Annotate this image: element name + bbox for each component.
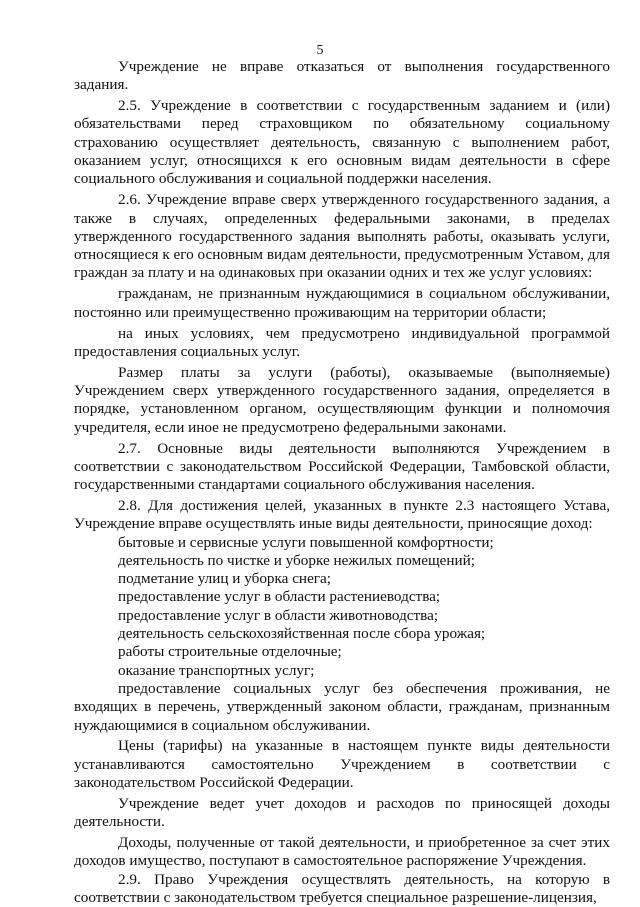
paragraph-2-8: 2.8. Для достижения целей, указанных в пункте 2.3 настоящего Устава, Учреждение вправе осуществлять иные виды деятельности, приносящие доход: bbox=[74, 496, 610, 533]
paragraph-2-6: 2.6. Учреждение вправе сверх утвержденного государственного задания, а также в случаях, определенных федеральными законами, в пределах утвержденного государственного задания выполнять работы, оказывать услуги, относящиеся к его основным видам деятельности, предусмотренным Уставом, для граждан за плату и на одинаковых при оказании одних и тех же услуг условиях: bbox=[74, 191, 610, 282]
paragraph-2-6-other-conditions: на иных условиях, чем предусмотрено индивидуальной программой предоставления социальных услуг. bbox=[74, 324, 610, 360]
paragraph-refusal-prohibition: Учреждение не вправе отказаться от выполнения государственного задания. bbox=[74, 58, 610, 94]
paragraph-prices: Цены (тарифы) на указанные в настоящем пункте виды деятельности устанавливаются самостоятельно Учреждением в соответствии с законодательством Российской Федерации. bbox=[74, 737, 610, 792]
list-item-post-harvest: деятельность сельскохозяйственная после сбора урожая; bbox=[118, 625, 486, 643]
paragraph-2-9: 2.9. Право Учреждения осуществлять деятельность, на которую в соответствии с законодательством требуется специальное разрешение-лицензия, bbox=[74, 870, 610, 906]
paragraph-fee-amount: Размер платы за услуги (работы), оказываемые (выполняемые) Учреждением сверх утвержденного государственного задания, определяется в порядке, установленном органом, осуществляющим функции и полномочия учредителя, если иное не предусмотрено федеральными законами. bbox=[74, 363, 610, 436]
list-item-finishing-works: работы строительные отделочные; bbox=[118, 643, 342, 661]
list-item-household-services: бытовые и сервисные услуги повышенной комфортности; bbox=[118, 533, 494, 551]
page-number: 5 bbox=[316, 43, 324, 58]
list-item-cleaning: деятельность по чистке и уборке нежилых помещений; bbox=[118, 551, 475, 569]
paragraph-2-7: 2.7. Основные виды деятельности выполняются Учреждением в соответствии с законодательством Российской Федерации, Тамбовской области, государственными стандартами социального обслуживания населения. bbox=[74, 439, 610, 494]
paragraph-income: Доходы, полученные от такой деятельности, и приобретенное за счет этих доходов имущество, поступают в самостоятельное распоряжение Учреждения. bbox=[74, 834, 610, 870]
list-item-social-services: предоставление социальных услуг без обеспечения проживания, не входящих в перечень, утвержденный законом области, гражданам, признанным нуждающимися в социальном обслуживании. bbox=[74, 679, 610, 734]
list-item-street-sweeping: подметание улиц и уборка снега; bbox=[118, 570, 331, 588]
list-item-transport: оказание транспортных услуг; bbox=[118, 661, 315, 679]
document-body bbox=[74, 58, 610, 907]
paragraph-2-6-citizens: гражданам, не признанным нуждающимися в социальном обслуживании, постоянно или преимущественно проживающим на территории области; bbox=[74, 285, 610, 321]
paragraph-2-5: 2.5. Учреждение в соответствии с государственным заданием и (или) обязательствами перед страховщиком по обязательному социальному страхованию осуществляет деятельность, связанную с выполнением работ, оказанием услуг, относящихся к его основным видам деятельности в сфере социального обслуживания и социальной поддержки населения. bbox=[74, 97, 610, 188]
list-item-crop-production: предоставление услуг в области растениеводства; bbox=[118, 588, 441, 606]
list-item-animal-husbandry: предоставление услуг в области животноводства; bbox=[118, 606, 439, 624]
paragraph-accounting: Учреждение ведет учет доходов и расходов по приносящей доходы деятельности. bbox=[74, 794, 610, 831]
